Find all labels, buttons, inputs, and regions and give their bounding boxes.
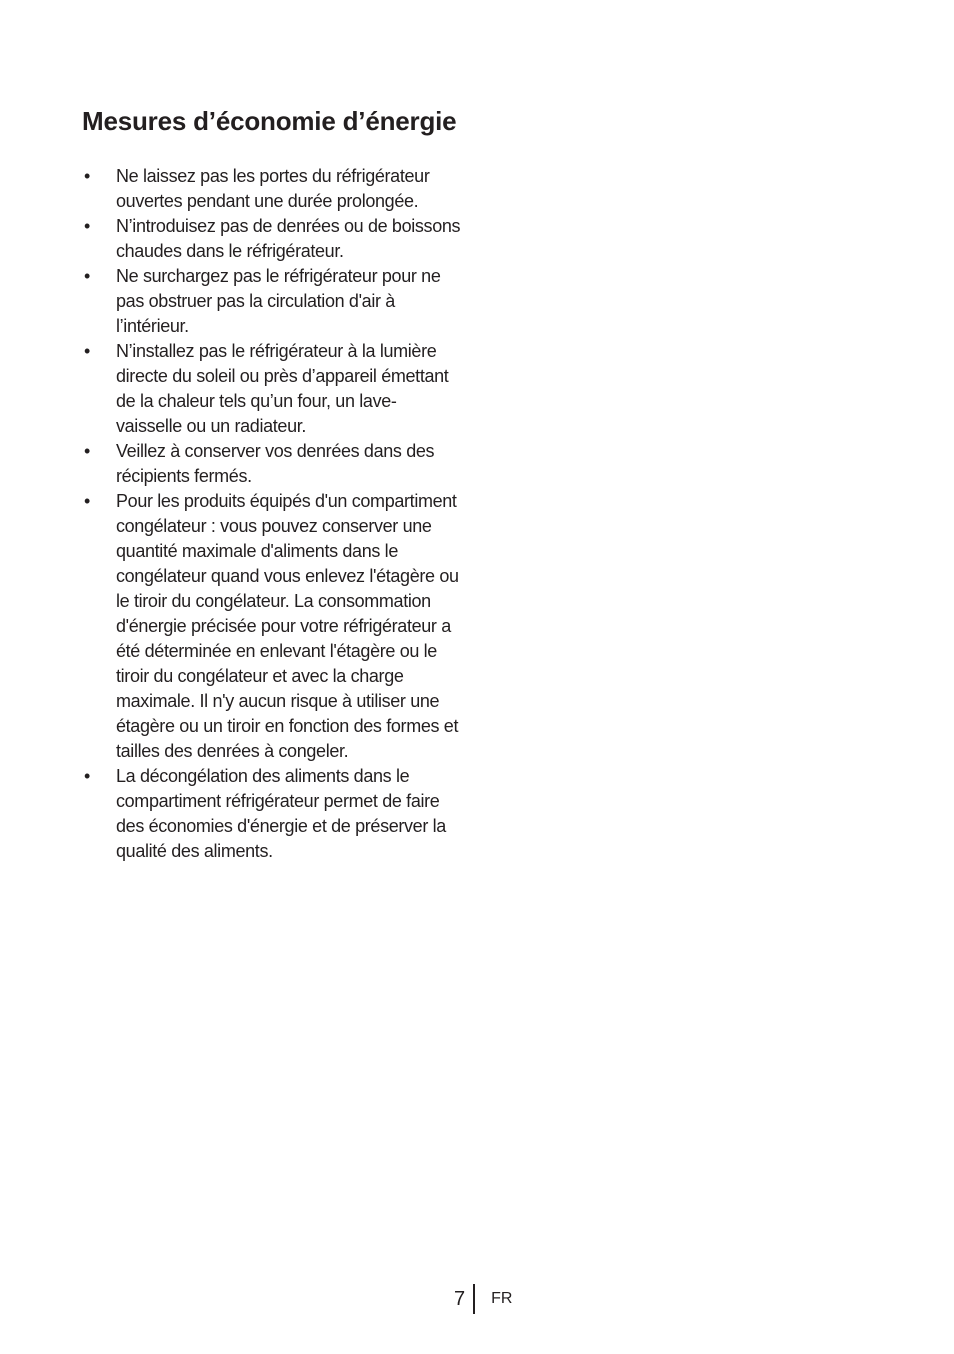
list-item [82, 214, 462, 264]
list-item-text: Ne laissez pas les portes du réfrigérateur ouvertes pendant une durée prolongée. [116, 166, 430, 211]
list-item-text: Pour les produits équipés d'un compartiment congélateur : vous pouvez conserver une quantité maximale d'aliments dans le congélateur quand vous enlevez l'étagère ou le tiroir du congélateur. La consommation d'énergie précisée pour votre réfrigérateur a été déterminée en enlevant l'étagère ou le tiroir du congélateur et avec la charge maximale. Il n'y aucun risque à utiliser une étagère ou un tiroir en fonction des formes et tailles des denrées à congeler. [116, 491, 459, 761]
bullet-icon: • [84, 166, 90, 186]
list-item [82, 489, 462, 764]
list-item [82, 264, 462, 339]
list-item [82, 439, 462, 489]
bullet-icon: • [84, 766, 90, 786]
list-item [82, 164, 462, 214]
page-title: Mesures d’économie d’énergie [82, 106, 457, 136]
bullet-icon: • [84, 341, 90, 361]
list-item-text: La décongélation des aliments dans le compartiment réfrigérateur permet de faire des économies d'énergie et de préserver la qualité des aliments. [116, 766, 446, 861]
page-footer [454, 1284, 512, 1314]
list-item-text: Veillez à conserver vos denrées dans des récipients fermés. [116, 441, 435, 486]
language-code: FR [491, 1290, 513, 1307]
bullet-icon: • [84, 441, 90, 461]
list-item-text: N’introduisez pas de denrées ou de boissons chaudes dans le réfrigérateur. [116, 216, 461, 261]
list-item [82, 764, 462, 864]
bullet-icon: • [84, 266, 90, 286]
page-number: 7 [454, 1288, 466, 1310]
list-item [82, 339, 462, 439]
bullet-icon: • [84, 216, 90, 236]
list-item-text: N’installez pas le réfrigérateur à la lumière directe du soleil ou près d’appareil émettant de la chaleur tels qu’un four, un lave-vaisselle ou un radiateur. [116, 341, 449, 436]
energy-saving-list [82, 164, 462, 864]
bullet-icon: • [84, 491, 90, 511]
list-item-text: Ne surchargez pas le réfrigérateur pour ne pas obstruer pas la circulation d'air à l’intérieur. [116, 266, 441, 336]
